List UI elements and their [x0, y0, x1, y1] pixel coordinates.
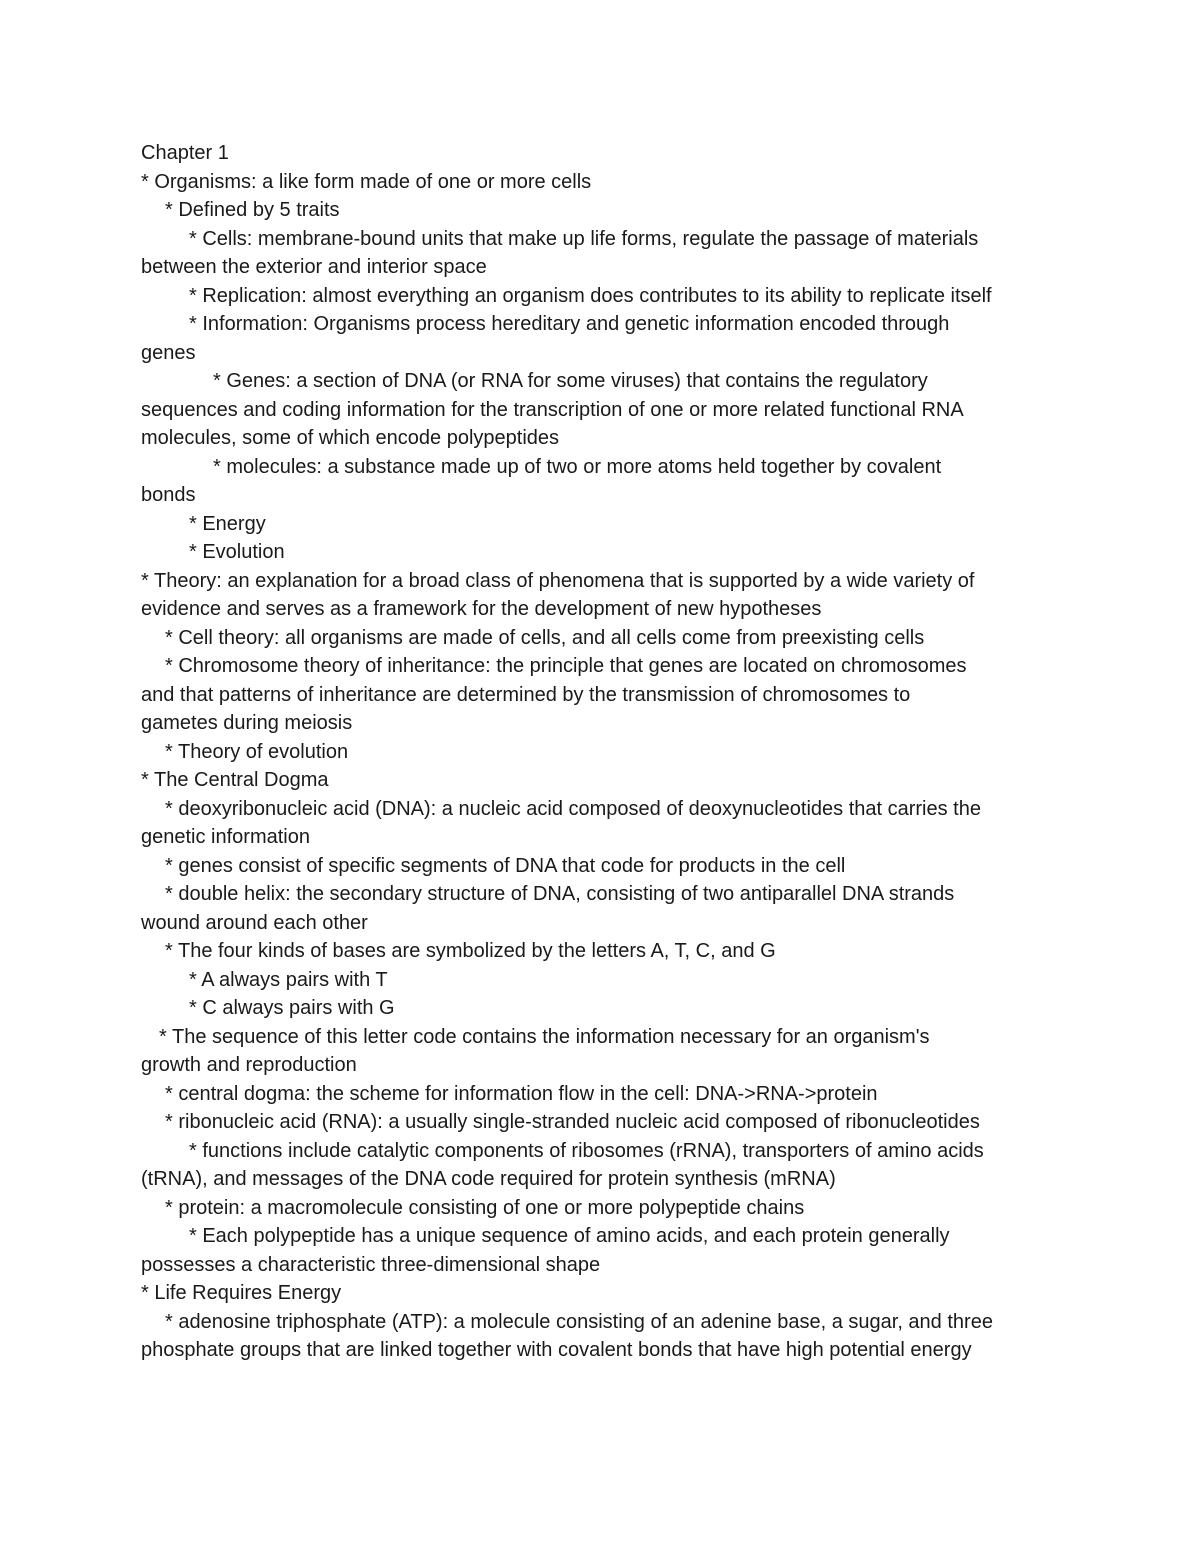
list-item-continuation: between the exterior and interior space: [141, 256, 487, 278]
list-item: * Evolution: [189, 541, 285, 563]
list-item: * functions include catalytic components of ribosomes (rRNA), transporters of amino acids: [189, 1139, 984, 1162]
list-item-continuation: bonds: [141, 484, 196, 506]
list-item: * protein: a macromolecule consisting of one or more polypeptide chains: [165, 1196, 805, 1219]
list-item: * Cells: membrane-bound units that make up life forms, regulate the passage of materials: [189, 227, 979, 250]
list-item: * genes consist of specific segments of DNA that code for products in the cell: [165, 854, 846, 877]
list-item-continuation: phosphate groups that are linked together with covalent bonds that have high potential energy: [141, 1339, 972, 1361]
list-item-continuation: possesses a characteristic three-dimensional shape: [141, 1253, 601, 1276]
list-item-continuation: growth and reproduction: [141, 1054, 357, 1076]
list-item-continuation: (tRNA), and messages of the DNA code required for protein synthesis (mRNA): [141, 1168, 836, 1190]
list-item-continuation: and that patterns of inheritance are determined by the transmission of chromosomes to: [141, 683, 911, 706]
list-item: * The sequence of this letter code contains the information necessary for an organism's: [159, 1025, 930, 1048]
list-item: * double helix: the secondary structure of DNA, consisting of two antiparallel DNA strands: [165, 883, 955, 905]
list-item: * central dogma: the scheme for information flow in the cell: DNA->RNA->protein: [165, 1082, 878, 1105]
list-item-continuation: wound around each other: [141, 911, 368, 934]
list-item: * Organisms: a like form made of one or more cells: [141, 170, 592, 193]
list-item: * Chromosome theory of inheritance: the principle that genes are located on chromosomes: [165, 655, 967, 677]
list-item-continuation: molecules, some of which encode polypeptides: [141, 427, 560, 449]
list-item: * Theory of evolution: [165, 740, 349, 763]
list-item: * Information: Organisms process hereditary and genetic information encoded through: [189, 313, 950, 335]
list-item: * Theory: an explanation for a broad class of phenomena that is supported by a wide variety of: [141, 569, 975, 592]
list-item: * The Central Dogma: [141, 769, 329, 791]
list-item: * Life Requires Energy: [141, 1282, 342, 1304]
list-item: * Replication: almost everything an organism does contributes to its ability to replicate itself: [189, 284, 992, 307]
list-item: * Defined by 5 traits: [165, 199, 340, 221]
list-item-continuation: sequences and coding information for the transcription of one or more related functional RNA: [141, 398, 964, 421]
list-item: * Genes: a section of DNA (or RNA for some viruses) that contains the regulatory: [213, 370, 928, 392]
list-item-continuation: evidence and serves as a framework for the development of new hypotheses: [141, 598, 822, 620]
list-item: * The four kinds of bases are symbolized by the letters A, T, C, and G: [165, 940, 776, 962]
list-item-continuation: gametes during meiosis: [141, 712, 353, 734]
list-item: * Each polypeptide has a unique sequence of amino acids, and each protein generally: [189, 1225, 950, 1247]
list-item-continuation: genes: [141, 341, 196, 364]
list-item-continuation: genetic information: [141, 826, 310, 848]
list-item: * deoxyribonucleic acid (DNA): a nucleic acid composed of deoxynucleotides that carries the: [165, 797, 981, 820]
list-item: * A always pairs with T: [189, 968, 388, 991]
document-body: [141, 139, 1066, 1365]
list-item: * adenosine triphosphate (ATP): a molecule consisting of an adenine base, a sugar, and three: [165, 1310, 993, 1333]
list-item: * C always pairs with G: [189, 997, 395, 1019]
list-item: * molecules: a substance made up of two or more atoms held together by covalent: [213, 455, 942, 478]
list-item: * Energy: [189, 512, 266, 535]
chapter-heading: Chapter 1: [141, 142, 229, 164]
list-item: * ribonucleic acid (RNA): a usually single-stranded nucleic acid composed of ribonucleotides: [165, 1111, 980, 1133]
list-item: * Cell theory: all organisms are made of cells, and all cells come from preexisting cells: [165, 626, 925, 649]
